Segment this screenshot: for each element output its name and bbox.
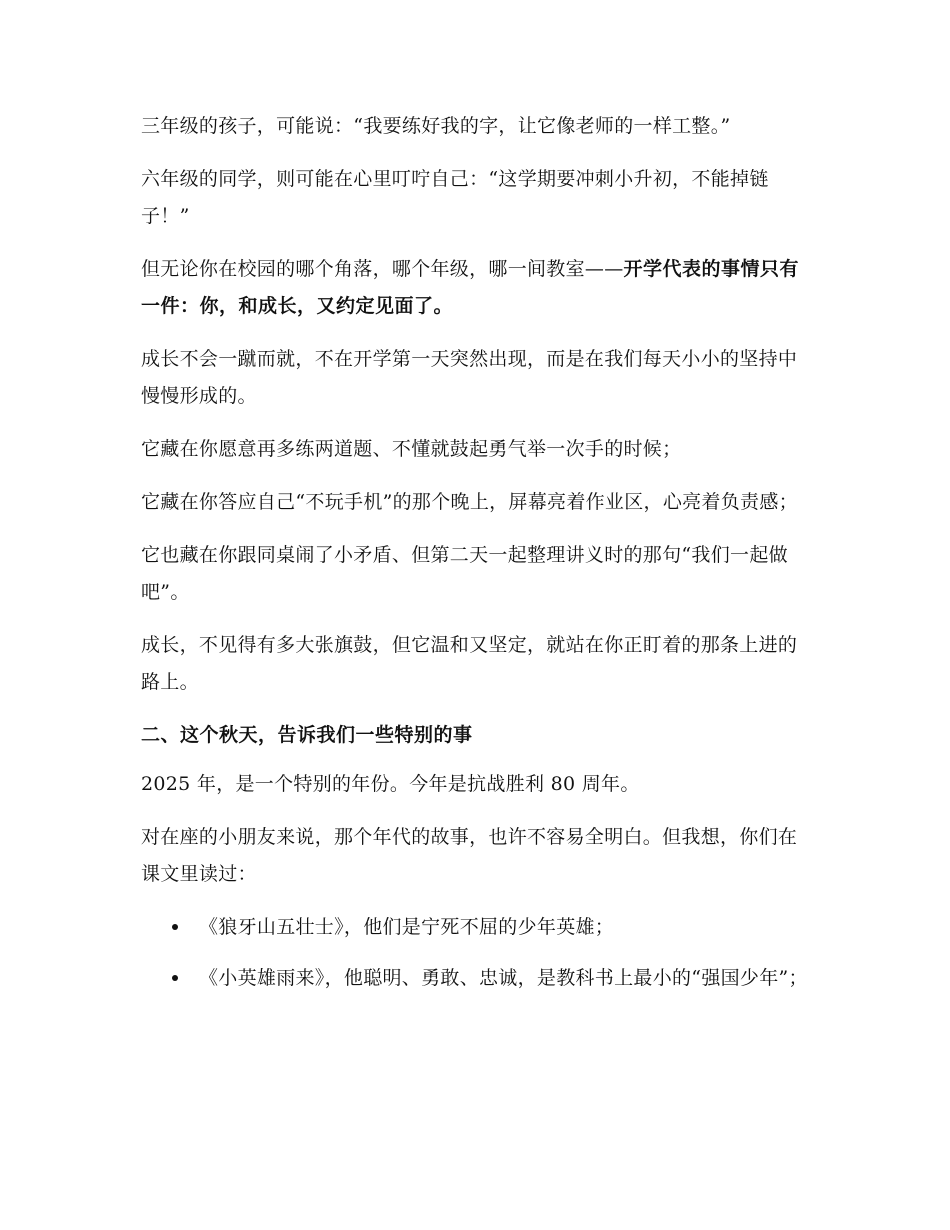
bullet-icon	[172, 975, 178, 981]
paragraph-grade-six: 六年级的同学，则可能在心里叮咛自己：“这学期要冲刺小升初，不能掉链子！”	[141, 168, 769, 227]
document-page	[141, 108, 813, 1011]
paragraph-growth-intro: 成长不会一蹴而就，不在开学第一天突然出现，而是在我们每天小小的坚持中慢慢形成的。	[141, 348, 798, 407]
paragraph-growth-conclusion: 成长，不见得有多大张旗鼓，但它温和又坚定，就站在你正盯着的那条上进的路上。	[141, 634, 798, 693]
highlight-normal-text: 但无论你在校园的哪个角落，哪个年级，哪一间教室——	[141, 258, 624, 280]
paragraph-grade-three: 三年级的孩子，可能说：“我要练好我的字，让它像老师的一样工整。”	[141, 115, 731, 137]
highlight-bold-text: 开学代表的事情只有一件：你，和成长，又约定见面了。	[141, 258, 800, 317]
list-item-text: 《狼牙山五壮士》，他们是宁死不屈的少年英雄；	[199, 916, 615, 938]
paragraph-special-year: 2025 年，是一个特别的年份。今年是抗战胜利 80 周年。	[141, 773, 640, 795]
paragraph-textbook-intro: 对在座的小朋友来说，那个年代的故事，也许不容易全明白。但我想，你们在课文里读过：	[141, 826, 798, 885]
section-heading: 二、这个秋天，告诉我们一些特别的事	[141, 724, 473, 746]
paragraph-highlight	[141, 251, 813, 325]
list-item-text: 《小英雄雨来》，他聪明、勇敢、忠诚，是教科书上最小的“强国少年”；	[199, 967, 808, 989]
paragraph-growth-phone: 它藏在你答应自己“不玩手机”的那个晚上，屏幕亮着作业区，心亮着负责感；	[141, 491, 798, 513]
paragraph-growth-practice: 它藏在你愿意再多练两道题、不懂就鼓起勇气举一次手的时候；	[141, 438, 682, 460]
list-item	[141, 960, 813, 997]
bullet-icon	[172, 924, 178, 930]
list-item	[141, 909, 813, 946]
paragraph-growth-deskmate: 它也藏在你跟同桌闹了小矛盾、但第二天一起整理讲义时的那句“我们一起做吧”。	[141, 544, 788, 603]
hero-story-list	[141, 909, 813, 997]
